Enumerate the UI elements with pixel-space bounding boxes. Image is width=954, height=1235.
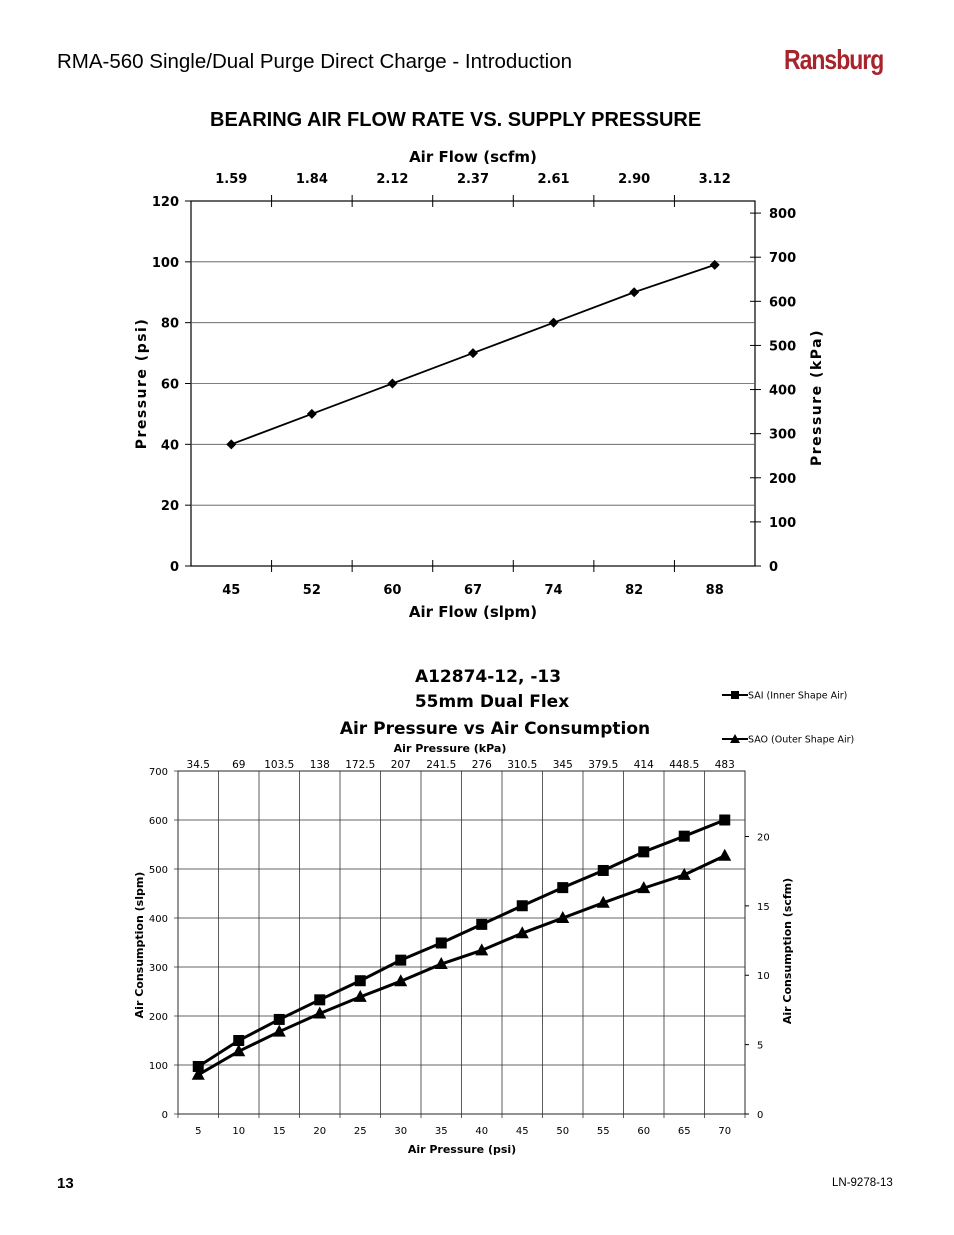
y2-tick-label: 15 xyxy=(757,901,770,913)
x2-tick-label: 2.90 xyxy=(618,172,651,187)
x-axis-title: Air Flow (slpm) xyxy=(408,603,538,621)
y-axis-title: Air Consumption (slpm) xyxy=(133,871,146,1019)
y2-axis-title: Pressure (kPa) xyxy=(809,328,825,467)
data-point-sai xyxy=(436,937,447,948)
chart-title-line-3: Air Pressure vs Air Consumption xyxy=(339,719,651,739)
data-point-sai xyxy=(679,831,690,842)
page-number: 13 xyxy=(57,1175,74,1192)
x-tick-label: 30 xyxy=(394,1126,408,1137)
data-point-sai xyxy=(598,865,609,876)
x-tick-label: 52 xyxy=(302,583,321,598)
x-tick-label: 67 xyxy=(463,583,483,598)
x2-tick-label: 345 xyxy=(552,759,573,771)
x-tick-label: 25 xyxy=(353,1126,367,1137)
x2-tick-label: 241.5 xyxy=(426,759,457,771)
chart-title-line-2: 55mm Dual Flex xyxy=(414,692,570,712)
x2-tick-label: 34.5 xyxy=(186,759,210,771)
x2-tick-label: 2.12 xyxy=(376,172,409,187)
x2-tick-label: 2.37 xyxy=(456,172,490,187)
x-tick-label: 20 xyxy=(313,1126,327,1137)
data-point-sai xyxy=(638,846,649,857)
x2-axis-title: Air Flow (scfm) xyxy=(409,148,537,166)
x2-tick-label: 103.5 xyxy=(264,759,295,771)
page-header-title: RMA-560 Single/Dual Purge Direct Charge - Introduction xyxy=(57,50,573,73)
x2-tick-label: 1.84 xyxy=(295,172,328,187)
y-tick-label: 400 xyxy=(148,914,168,925)
y2-tick-label: 700 xyxy=(769,251,797,267)
y2-axis-title: Air Consumption (scfm) xyxy=(781,877,794,1025)
x-tick-label: 60 xyxy=(383,583,402,598)
x2-tick-label: 69 xyxy=(232,759,246,771)
y-tick-label: 100 xyxy=(151,255,179,271)
x2-tick-label: 310.5 xyxy=(507,759,538,771)
y2-tick-label: 400 xyxy=(769,383,797,399)
y-tick-label: 80 xyxy=(160,316,179,332)
x-axis-title: Air Pressure (psi) xyxy=(407,1143,517,1156)
x-tick-label: 15 xyxy=(272,1126,286,1137)
x-tick-label: 40 xyxy=(475,1126,489,1137)
x2-tick-label: 379.5 xyxy=(588,759,619,771)
data-point-sai xyxy=(355,975,366,986)
x2-tick-label: 138 xyxy=(309,759,330,771)
x-tick-label: 50 xyxy=(556,1126,570,1137)
x-tick-label: 55 xyxy=(596,1126,610,1137)
y-tick-label: 20 xyxy=(160,499,179,515)
x-tick-label: 45 xyxy=(515,1126,529,1137)
y-tick-label: 0 xyxy=(169,560,179,575)
data-point-sai xyxy=(719,815,730,826)
y2-tick-label: 100 xyxy=(769,515,797,531)
y-tick-label: 200 xyxy=(148,1012,168,1023)
x-tick-label: 35 xyxy=(434,1126,448,1137)
y-tick-label: 500 xyxy=(148,865,168,876)
y2-tick-label: 500 xyxy=(769,339,797,355)
data-point-sai xyxy=(517,900,528,911)
data-point-sai xyxy=(274,1014,285,1025)
y2-tick-label: 5 xyxy=(757,1040,764,1052)
y2-tick-label: 200 xyxy=(769,471,797,487)
x-tick-label: 82 xyxy=(625,583,644,598)
legend-label: SAO (Outer Shape Air) xyxy=(748,734,855,746)
x-tick-label: 74 xyxy=(544,583,563,598)
y2-tick-label: 10 xyxy=(757,971,770,983)
x2-tick-label: 207 xyxy=(390,759,411,771)
y-tick-label: 700 xyxy=(148,767,168,778)
y2-tick-label: 20 xyxy=(757,832,770,844)
legend-marker-square xyxy=(731,691,739,699)
x-tick-label: 5 xyxy=(195,1126,202,1137)
y2-tick-label: 300 xyxy=(769,427,797,443)
data-point-sai xyxy=(395,955,406,966)
x-tick-label: 65 xyxy=(677,1126,691,1137)
x-tick-label: 88 xyxy=(705,583,724,598)
data-point-sai xyxy=(557,882,568,893)
y-tick-label: 40 xyxy=(160,438,179,454)
x-tick-label: 10 xyxy=(232,1126,246,1137)
x2-tick-label: 276 xyxy=(471,759,492,771)
x2-tick-label: 483 xyxy=(714,759,735,771)
x2-tick-label: 172.5 xyxy=(345,759,376,771)
y2-tick-label: 0 xyxy=(769,560,779,575)
data-point-sao xyxy=(718,849,731,861)
chart-title-line-1: A12874-12, -13 xyxy=(414,667,562,687)
x-tick-label: 60 xyxy=(637,1126,651,1137)
y2-tick-label: 800 xyxy=(769,207,797,223)
y-tick-label: 60 xyxy=(160,377,179,393)
y-axis-title: Pressure (psi) xyxy=(134,317,150,450)
x2-tick-label: 1.59 xyxy=(215,172,248,187)
x2-tick-label: 2.61 xyxy=(537,172,570,187)
y-tick-label: 0 xyxy=(161,1110,168,1121)
x-tick-label: 45 xyxy=(222,583,241,598)
y-tick-label: 100 xyxy=(148,1061,168,1072)
y-tick-label: 600 xyxy=(148,816,168,827)
document-number: LN-9278-13 xyxy=(832,1177,893,1189)
y2-tick-label: 0 xyxy=(757,1110,764,1121)
section-title: BEARING AIR FLOW RATE VS. SUPPLY PRESSURE xyxy=(210,109,702,131)
x2-axis-title: Air Pressure (kPa) xyxy=(393,742,507,755)
y-tick-label: 120 xyxy=(151,195,179,210)
data-point-sai xyxy=(314,994,325,1005)
y2-tick-label: 600 xyxy=(769,295,797,311)
y-tick-label: 300 xyxy=(148,963,168,974)
data-point-sai xyxy=(476,919,487,930)
x2-tick-label: 3.12 xyxy=(698,172,731,187)
legend-label: SAI (Inner Shape Air) xyxy=(748,690,848,702)
x-tick-label: 70 xyxy=(718,1126,732,1137)
x2-tick-label: 414 xyxy=(633,759,654,771)
x2-tick-label: 448.5 xyxy=(669,759,700,771)
brand-logo: Ransburg xyxy=(784,44,884,75)
